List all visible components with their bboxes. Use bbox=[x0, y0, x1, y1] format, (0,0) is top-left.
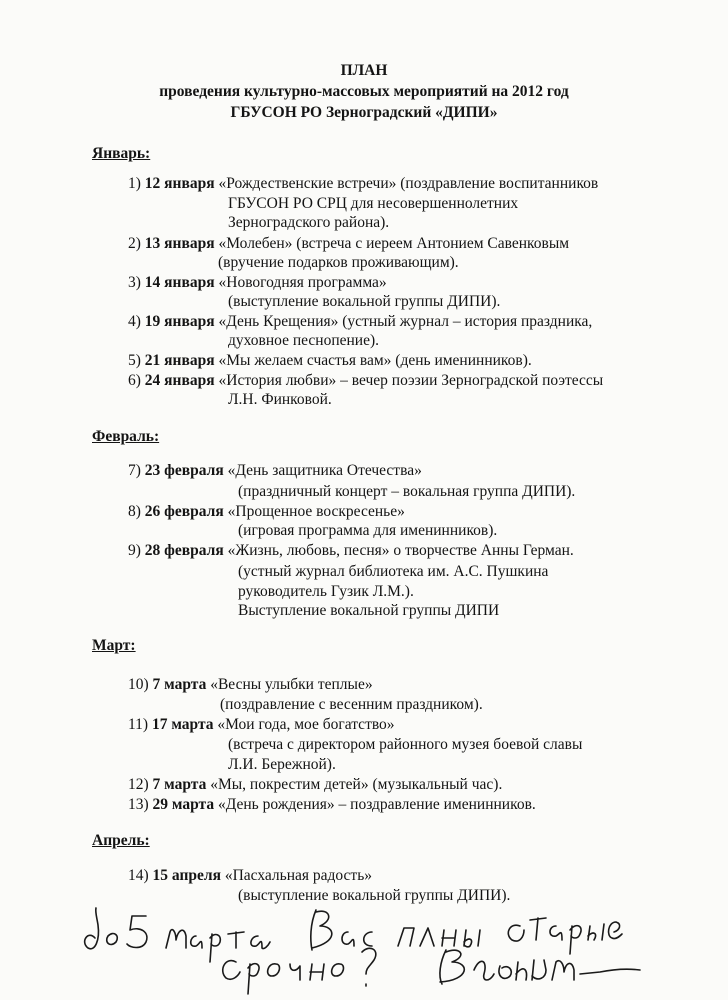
list-item: 3) 14 января «Новогодняя программа» bbox=[128, 274, 387, 291]
handwritten-note bbox=[0, 890, 728, 1000]
list-item-cont: (игровая программа для именинников). bbox=[238, 522, 498, 539]
list-item-cont: (встреча с директором районного музея боевой славы bbox=[228, 736, 583, 753]
list-item-cont: Выступление вокальной группы ДИПИ bbox=[238, 602, 500, 619]
month-january: Январь: bbox=[92, 145, 151, 162]
list-item: 12) 7 марта «Мы, покрестим детей» (музыкальный час). bbox=[128, 776, 503, 793]
month-april: Апрель: bbox=[92, 832, 150, 849]
list-item-cont: (поздравление с весенним праздником). bbox=[220, 696, 483, 713]
list-item-cont: (выступление вокальной группы ДИПИ). bbox=[228, 293, 501, 310]
list-item: 5) 21 января «Мы желаем счастья вам» (день именинников). bbox=[128, 352, 532, 369]
list-item: 10) 7 марта «Весны улыбки теплые» bbox=[128, 676, 373, 693]
doc-subtitle: проведения культурно-массовых мероприятий на 2012 год bbox=[159, 83, 569, 100]
list-item: 11) 17 марта «Мои года, мое богатство» bbox=[128, 716, 395, 733]
list-item: 8) 26 февраля «Прощенное воскресенье» bbox=[128, 503, 405, 520]
list-item: 1) 12 января «Рождественские встречи» (поздравление воспитанников bbox=[128, 175, 599, 192]
list-item-cont: Л.И. Бережной). bbox=[228, 756, 336, 773]
month-february: Февраль: bbox=[92, 428, 160, 445]
list-item: 13) 29 марта «День рождения» – поздравление именинников. bbox=[128, 796, 536, 813]
list-item-cont: руководитель Гузик Л.М.). bbox=[238, 583, 414, 600]
list-item: 4) 19 января «День Крещения» (устный журнал – история праздника, bbox=[128, 313, 593, 330]
list-item: 6) 24 января «История любви» – вечер поэзии Зерноградской поэтессы bbox=[128, 372, 604, 389]
doc-title: ПЛАН bbox=[340, 62, 388, 79]
list-item: 9) 28 февраля «Жизнь, любовь, песня» о творчестве Анны Герман. bbox=[128, 542, 574, 559]
list-item-cont: духовное песнопение). bbox=[228, 332, 380, 349]
list-item-cont: Л.Н. Финковой. bbox=[228, 391, 332, 408]
month-march: Март: bbox=[92, 637, 136, 654]
doc-organization: ГБУСОН РО Зерноградский «ДИПИ» bbox=[230, 104, 498, 121]
list-item: 14) 15 апреля «Пасхальная радость» bbox=[128, 867, 373, 884]
list-item-cont: (выступление вокальной группы ДИПИ). bbox=[238, 887, 511, 904]
list-item-cont: (праздничный концерт – вокальная группа ДИПИ). bbox=[238, 483, 576, 500]
list-item-cont: ГБУСОН РО СРЦ для несовершеннолетних bbox=[228, 195, 519, 212]
list-item-cont: Зерноградского района). bbox=[228, 214, 390, 231]
list-item-cont: (вручение подарков проживающим). bbox=[218, 254, 459, 271]
list-item-cont: (устный журнал библиотека им. А.С. Пушкина bbox=[238, 563, 549, 580]
list-item: 2) 13 января «Молебен» (встреча с иереем Антонием Савенковым bbox=[128, 235, 570, 252]
list-item: 7) 23 февраля «День защитника Отечества» bbox=[128, 462, 422, 479]
